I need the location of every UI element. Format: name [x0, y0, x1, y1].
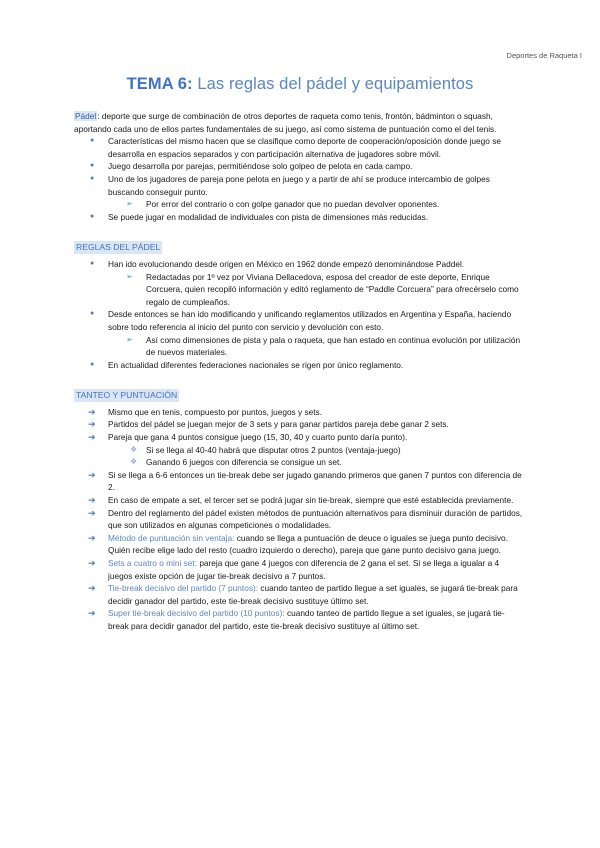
- section-heading-tanteo: TANTEO Y PUNTUACIÓN: [76, 390, 178, 401]
- item-label: Tie-break decisivo del partido (7 puntos):: [108, 583, 259, 594]
- list-item: [74, 469, 524, 494]
- sub-bullet-icon: ➢: [126, 334, 133, 344]
- list-item: [74, 582, 524, 607]
- item-text: En caso de empate a set, el tercer set se podrá jugar sin tie-break, siempre que esté establecida previamente.: [108, 495, 514, 506]
- intro-text: : deporte que surge de combinación de otros deportes de raqueta como tenis, frontón, bádminton o squash, aportando cada uno de ellos partes fundamentales de su juego, así como sistema de puntuación como el del tenis.: [74, 111, 497, 134]
- list-item: [74, 135, 524, 160]
- list-item: [74, 211, 524, 224]
- item-text: cuando se llega a puntuación de deuce o iguales se juega punto decisivo. Quién recibe elige lado del resto (cuadro izquierdo o derecho), pareja que gane punto decisivo gana juego.: [108, 532, 508, 556]
- title-lead: TEMA 6:: [126, 75, 193, 93]
- list-item: [74, 607, 524, 632]
- list-item: [74, 532, 524, 557]
- bullet-icon: ➔: [88, 406, 96, 417]
- item-text: cuando tanteo de partido llegue a set iguales, se jugará tie-break para decidir ganador del partido, este tie-break decisivo sustituye último set.: [108, 583, 518, 606]
- item-text: Si se llega a 6-6 entonces un tie-break debe ser jugado ganando primeros que ganen 7 puntos con diferencia de 2.: [108, 469, 522, 493]
- item-text: Partidos del pádel se juegan mejor de 3 sets y para ganar partidos pareja debe ganar 2 sets.: [108, 419, 449, 430]
- bullet-icon: ➔: [88, 558, 96, 568]
- bullet-icon: ➔: [88, 469, 96, 480]
- item-text: Pareja que gana 4 puntos consigue juego (15, 30, 40 y cuarto punto daría punto).: [108, 432, 408, 443]
- bullet-icon: ➔: [88, 495, 96, 506]
- list-item: [74, 308, 524, 333]
- sub-list-item: [74, 334, 524, 359]
- item-label: Super tie-break decisivo del partido (10 puntos):: [108, 608, 285, 619]
- sub-item-text: Redactadas por 1º vez por Viviana Dellacedova, esposa del creador de este deporte, Enrique Corcuera, quien recopiló información y editó reglamento de “Paddle Corcuera” para ofrecérselo como regalo de cumpleaños.: [146, 271, 519, 307]
- sub-bullet-icon: ❖: [130, 444, 138, 454]
- bullet-icon: ●: [90, 310, 95, 318]
- bullet-icon: ●: [90, 212, 95, 220]
- list-item: [74, 406, 524, 419]
- sub-list-item: [74, 444, 524, 457]
- bullet-icon: ➔: [88, 419, 96, 430]
- sub-list-item: [74, 198, 524, 211]
- item-label: Método de puntuación sin ventaja:: [108, 532, 235, 543]
- bullet-icon: ●: [90, 259, 95, 267]
- section-heading-reglas: REGLAS DEL PÁDEL: [76, 242, 161, 253]
- bullet-icon: ●: [90, 174, 95, 182]
- bullet-icon: ➔: [88, 583, 96, 594]
- bullet-icon: ●: [90, 360, 95, 368]
- item-text: Juego desarrolla por parejas, permitiéndose solo golpeo de pelota en cada campo.: [108, 161, 413, 172]
- tanteo-arrow-list: [74, 406, 524, 633]
- item-text: Características del mismo hacen que se clasifique como deporte de cooperación/oposición donde juego se desarrolla en espacios separados y con participación alternativa de jugadores sobre móvil.: [108, 136, 501, 159]
- sub-item-text: Así como dimensiones de pista y pala o raqueta, que han estado en continua evolución por utilización de nuevos materiales.: [146, 334, 521, 358]
- intro-term: Pádel: [75, 111, 97, 121]
- item-text: Dentro del reglamento del pádel existen métodos de puntuación alternativos para disminuir duración de partidos, que son utilizados en algunas competiciones o modalidades.: [108, 507, 523, 531]
- sub-bullet-icon: ❖: [130, 457, 138, 467]
- list-item: [74, 494, 524, 507]
- list-item: [74, 258, 524, 271]
- intro-bullet-list: [74, 135, 524, 223]
- intro-paragraph: [74, 110, 524, 135]
- list-item: [74, 160, 524, 173]
- bullet-icon: ➔: [88, 432, 96, 443]
- bullet-icon: ➔: [88, 507, 96, 518]
- list-item: [74, 507, 524, 532]
- bullet-icon: ➔: [88, 532, 96, 543]
- reglas-bullet-list: [74, 258, 524, 371]
- item-text: En actualidad diferentes federaciones nacionales se rigen por único reglamento.: [108, 359, 404, 370]
- sub-item-text: Si se llega al 40-40 habrá que disputar otros 2 puntos (ventaja-juego): [146, 444, 401, 455]
- list-item: [74, 431, 524, 444]
- item-text: cuando tanteo de partido llegue a set iguales, se jugará tie-break para decidir ganador del partido, este tie-break decisivo sustituye al último set.: [108, 608, 505, 631]
- running-header: Deportes de Raqueta I: [506, 51, 582, 60]
- sub-bullet-icon: ➢: [126, 271, 133, 281]
- bullet-icon: ➔: [88, 608, 96, 619]
- sub-list-item: [74, 271, 524, 309]
- item-text: Uno de los jugadores de pareja pone pelota en juego y a partir de ahí se produce intercambio de golpes buscando conseguir punto.: [108, 173, 490, 197]
- bullet-icon: ●: [90, 162, 95, 170]
- item-text: Se puede jugar en modalidad de individuales con pista de dimensiones más reducidas.: [108, 211, 429, 222]
- content: [74, 110, 524, 633]
- sub-bullet-icon: ➢: [126, 199, 133, 209]
- list-item: [74, 173, 524, 198]
- item-text: pareja que gane 4 juegos con diferencia de 2 gana el set. Si se llega a igualar a 4 juegos existe opción de jugar tie-break decisivo a 7 puntos.: [108, 558, 500, 581]
- sub-item-text: Por error del contrario o con golpe ganador que no puedan devolver oponentes.: [146, 199, 440, 210]
- sub-list-item: [74, 456, 524, 469]
- title-text: Las reglas del pádel y equipamientos: [197, 75, 474, 93]
- list-item: [74, 557, 524, 582]
- list-item: [74, 418, 524, 431]
- item-text: Han ido evolucionando desde origen en México en 1962 donde empezó denominándose Paddel.: [108, 258, 465, 269]
- list-item: [74, 359, 524, 372]
- item-text: Desde entonces se han ido modificando y unificando reglamentos utilizados en Argentina y España, haciendo sobre todo referencia al inicio del punto con servicio y devolución con esto.: [108, 309, 512, 332]
- sub-item-text: Ganando 6 juegos con diferencia se consigue un set.: [146, 457, 342, 468]
- bullet-icon: ●: [90, 137, 95, 145]
- item-text: Mismo que en tenis, compuesto por puntos, juegos y sets.: [108, 406, 322, 417]
- page-title: [0, 75, 600, 94]
- item-label: Sets a cuatro o mini set:: [108, 558, 198, 568]
